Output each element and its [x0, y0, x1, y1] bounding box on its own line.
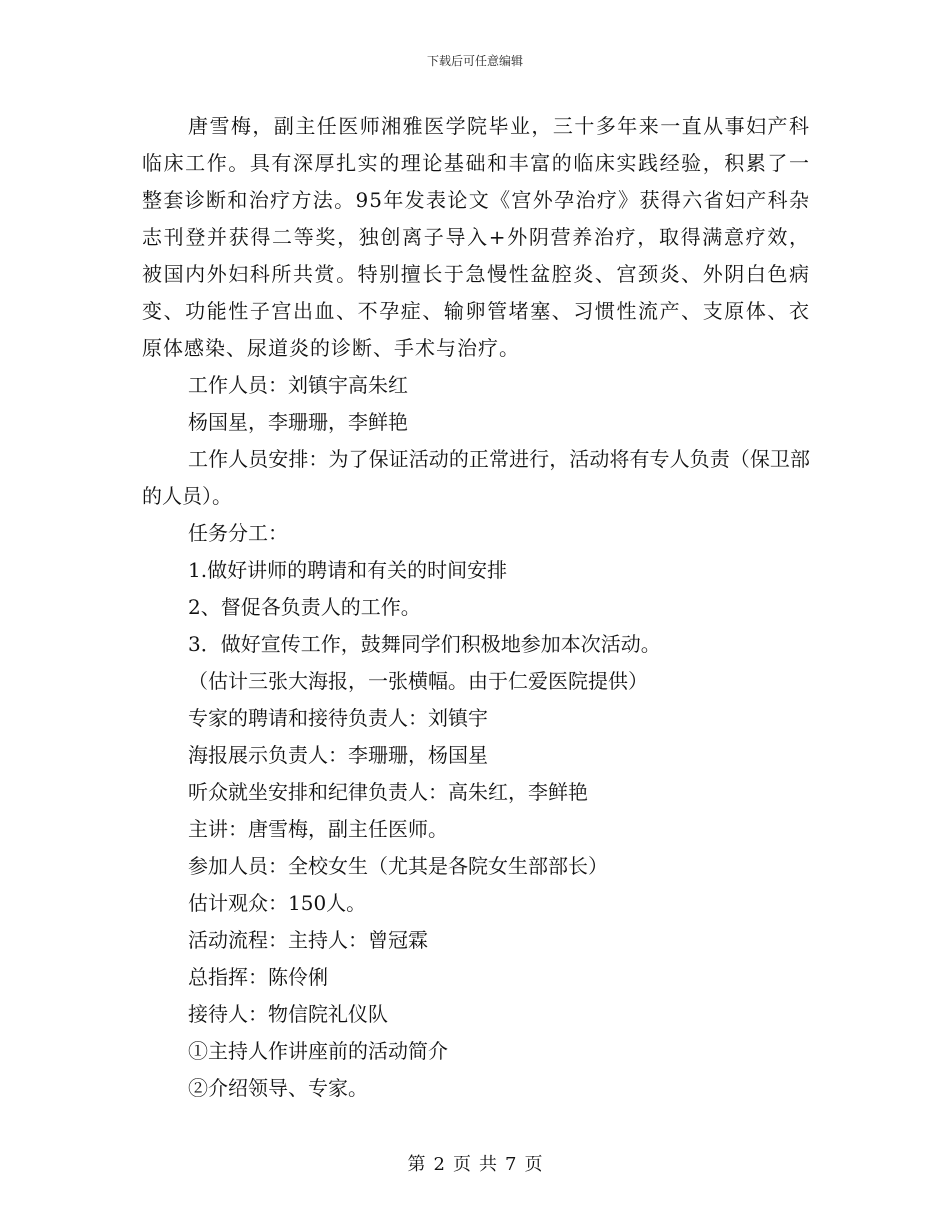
document-body — [142, 108, 810, 1107]
footer-page-number: 2 — [433, 1154, 445, 1175]
task-item-3: 3．做好宣传工作，鼓舞同学们积极地参加本次活动。 — [188, 632, 661, 656]
reception-line: 接待人：物信院礼仪队 — [188, 1002, 388, 1026]
footer-total-pages: 7 — [505, 1154, 517, 1175]
speaker-line: 主讲：唐雪梅，副主任医师。 — [188, 817, 448, 841]
page-footer — [0, 1155, 950, 1175]
footer-ye2: 页 — [524, 1154, 543, 1175]
task-item-1: 1.做好讲师的聘请和有关的时间安排 — [188, 558, 508, 582]
posters-note: （估计三张大海报，一张横幅。由于仁爱医院提供） — [188, 669, 648, 693]
staff-line: 工作人员：刘镇宇高朱红 — [188, 373, 408, 397]
step-item-2: ②介绍领导、专家。 — [188, 1076, 368, 1100]
expert-contact-line: 专家的聘请和接待负责人：刘镇宇 — [188, 706, 488, 730]
staff-names-line: 杨国星，李珊珊，李鲜艳 — [188, 410, 408, 434]
staff-arrangement-paragraph: 工作人员安排：为了保证活动的正常进行，活动将有专人负责（保卫部的人员）。 — [142, 447, 810, 508]
participants-line: 参加人员：全校女生（尤其是各院女生部部长） — [188, 854, 608, 878]
task-item-2: 2、督促各负责人的工作。 — [188, 595, 421, 619]
audience-line: 估计观众：150人。 — [188, 891, 367, 915]
seating-line: 听众就坐安排和纪律负责人：高朱红，李鲜艳 — [188, 780, 588, 804]
step-item-1: ①主持人作讲座前的活动简介 — [188, 1039, 448, 1063]
intro-paragraph: 唐雪梅，副主任医师湘雅医学院毕业，三十多年来一直从事妇产科临床工作。具有深厚扎实的理论基础和丰富的临床实践经验，积累了一整套诊断和治疗方法。95年发表论文《宫外孕治疗》获得六省妇产科杂志刊登并获得二等奖，独创离子导入+外阴营养治疗，取得满意疗效，被国内外妇科所共赏。特别擅长于急慢性盆腔炎、宫颈炎、外阴白色病变、功能性子宫出血、不孕症、输卵管堵塞、习惯性流产、支原体、衣原体感染、尿道炎的诊断、手术与治疗。 — [142, 114, 810, 360]
footer-gong: 共 — [479, 1154, 497, 1175]
director-line: 总指挥：陈伶俐 — [188, 965, 328, 989]
footer-ye: 页 — [453, 1154, 471, 1175]
page-header: 下载后可任意编辑 — [426, 54, 523, 68]
process-line: 活动流程：主持人：曾冠霖 — [188, 928, 428, 952]
tasks-title: 任务分工： — [188, 521, 288, 545]
footer-di: 第 — [407, 1154, 426, 1175]
poster-display-line: 海报展示负责人：李珊珊，杨国星 — [188, 743, 488, 767]
